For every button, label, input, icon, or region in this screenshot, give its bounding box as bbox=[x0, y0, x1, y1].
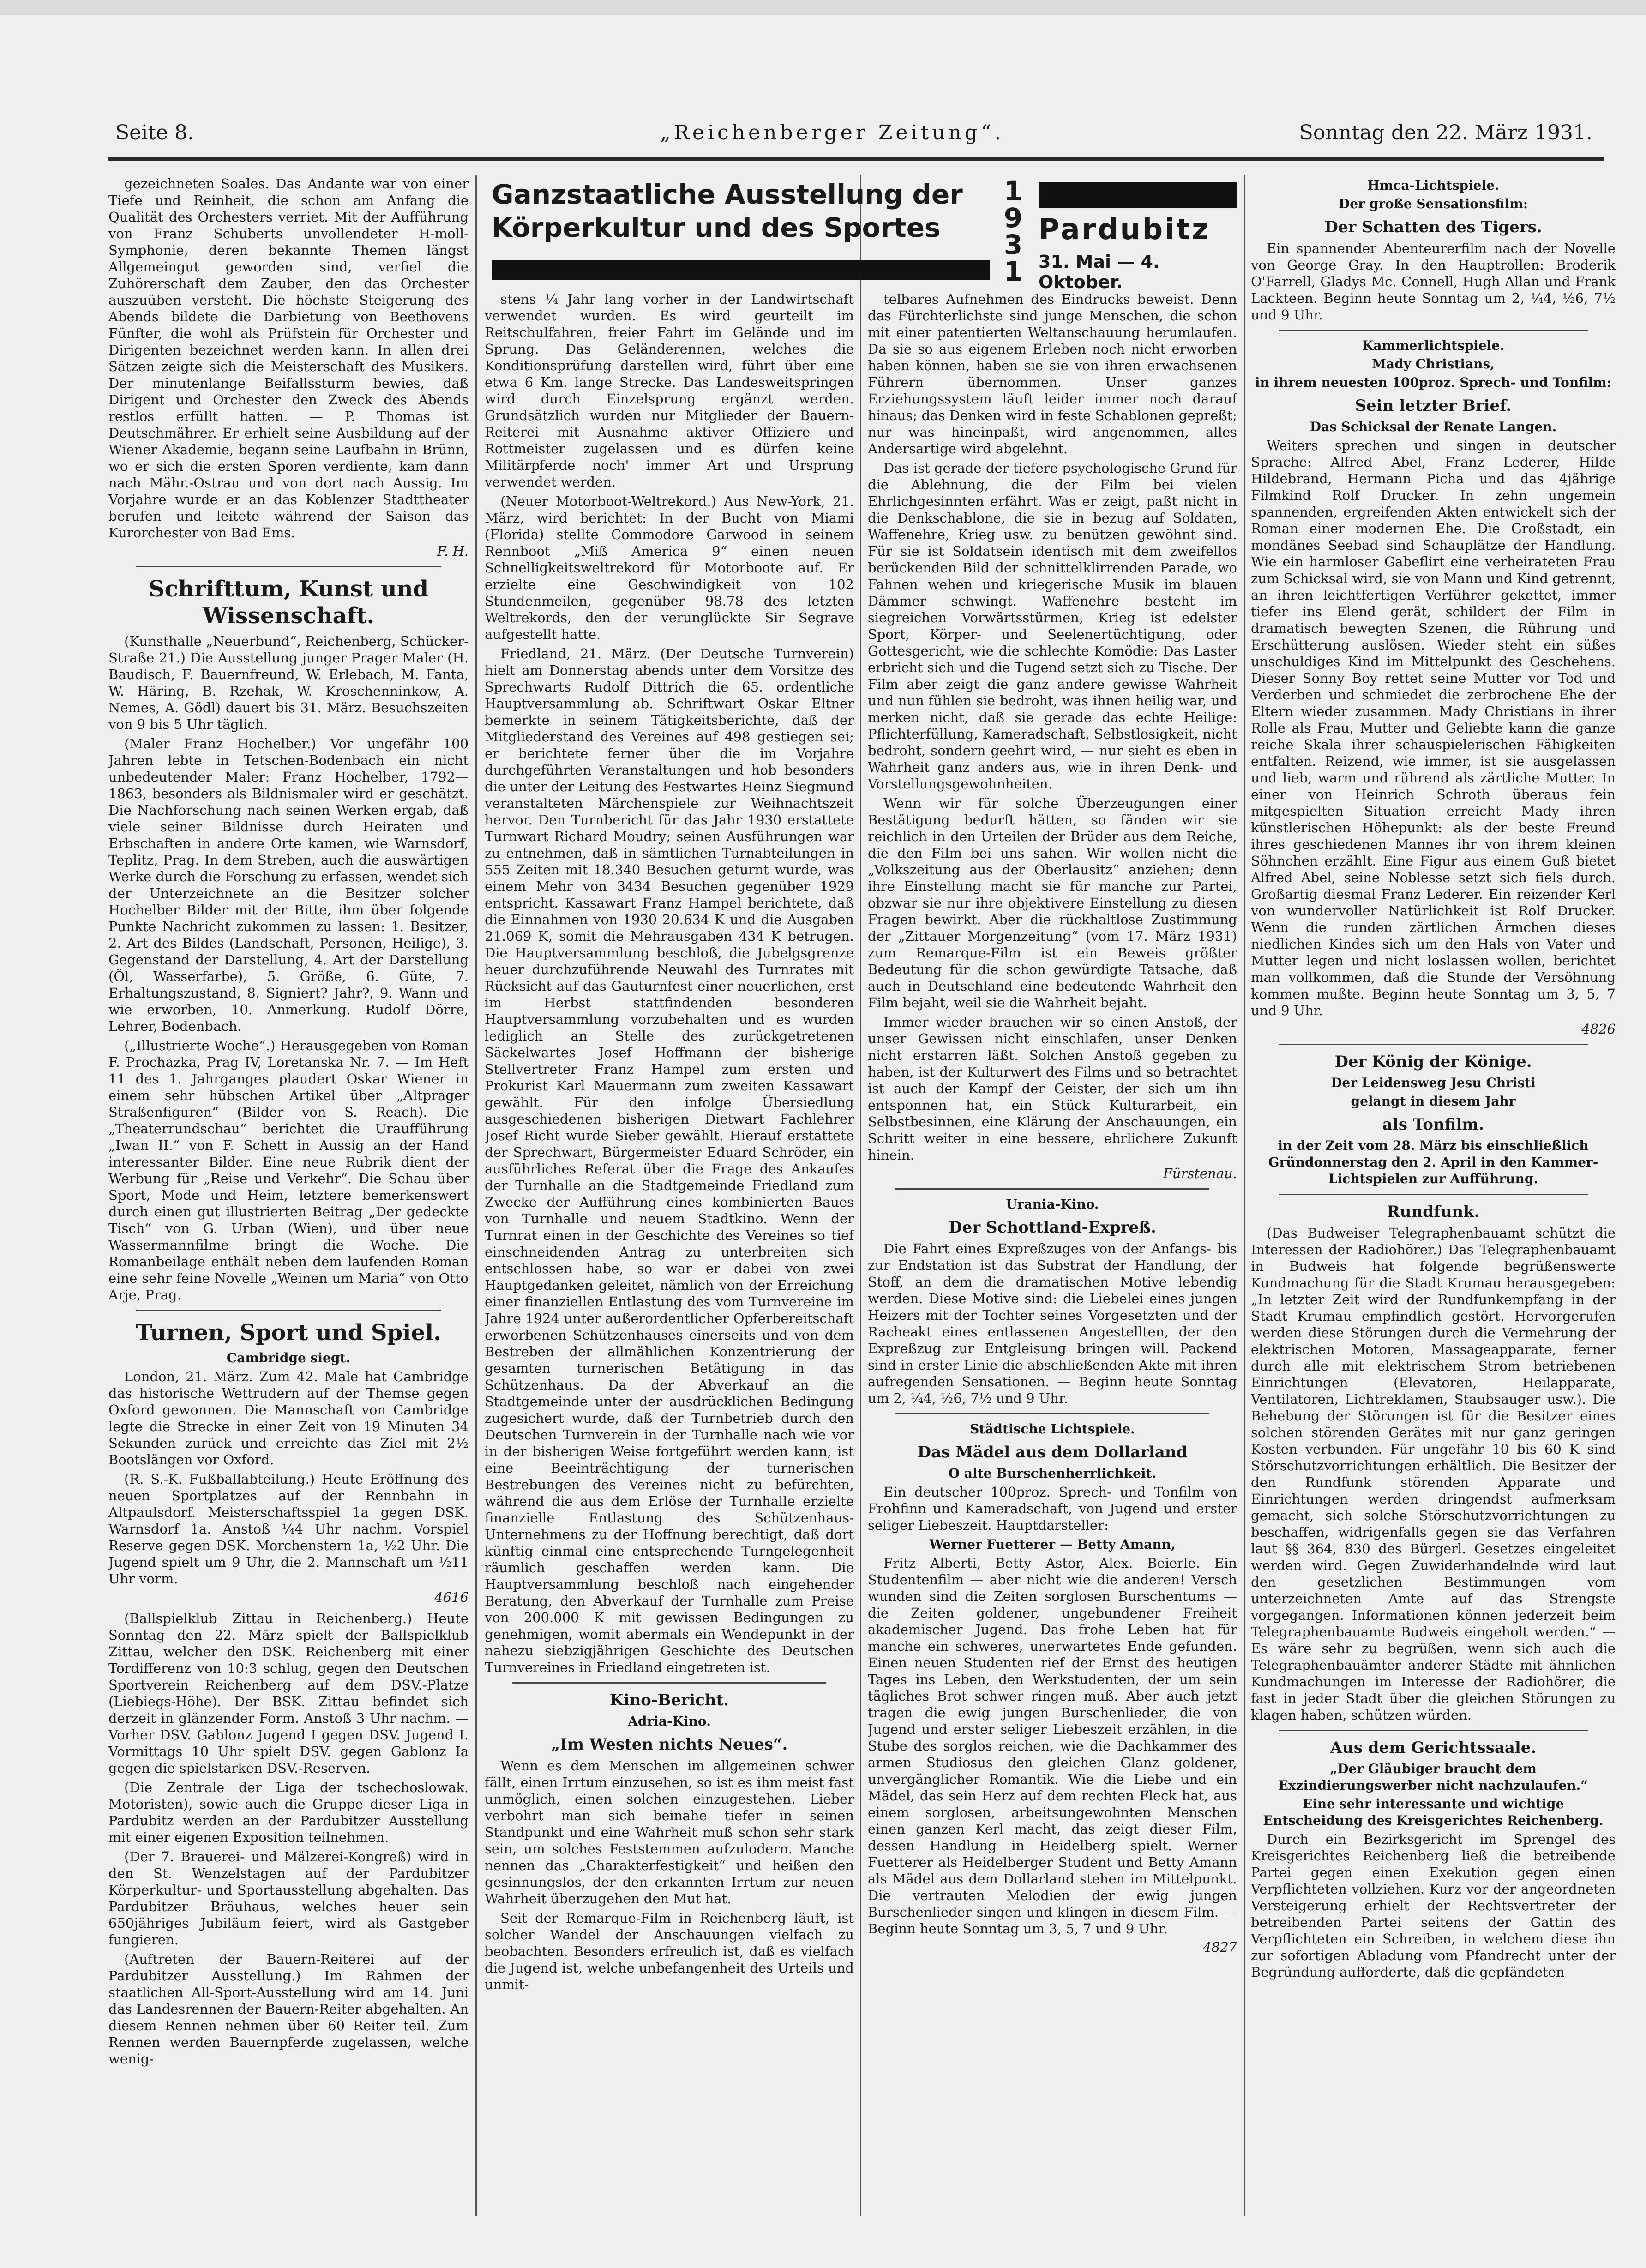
film-tagline: in ihrem neuesten 100proz. Sprech- und Tonfilm: bbox=[1255, 375, 1612, 390]
section-heading: Schrifttum, Kunst und Wissenschaft. bbox=[148, 576, 429, 629]
article-text: Ein spannender Abenteurerfilm nach der Novelle von George Gray. In den Hauptrollen: Broderik O'Farrell, Gladys Mc. Connell, Hugh Allan und Frank Lackteen. Beginn heute Sonntag um 2, ¼4, ½6, 7½ und 9 Uhr. bbox=[1251, 241, 1616, 323]
film-tagline: gelangt in diesem Jahr bbox=[1351, 1094, 1516, 1109]
film-title: „Im Westen nichts Neues“. bbox=[551, 1735, 788, 1754]
reference-number: 4826 bbox=[1581, 1021, 1616, 1037]
concert-review-text: gezeichneten Soales. Das Andante war von einer Tiefe und Reinheit, die schon am Anfang die Qualität des Orchesters verriet. Mit der Aufführung von Franz Schuberts unvollendeter H-moll-Symphonie, deren bekannte Themen längst Allgemeingut geworden sind, verfiel die Zuhörerschaft dem Zauber, den das Orchester auszuüben versteht. Die höchste Steigerung des Abends bildete die Darbietung von Beethovens Fünfter, die wohl als Prüfstein für Orchester und Dirigenten bezeichnet werden kann. In allen drei Sätzen zeigte sich die Meisterschaft des Musikers. Der minutenlange Beifallssturm bewies, daß Dirigent und Orchester den Zweck des Abends restlos erfüllt hatten. — P. Thomas ist Deutschmährer. Er erhielt seine Ausbildung auf der Wiener Akademie, begann seine Laufbahn in Brünn, wo er sich die ersten Sporen verdiente, kam dann nach Mähr.-Ostrau und von dort nach Aussig. Im Vorjahre wurde er an das Koblenzer Stadttheater berufen und leitete während der Saison das Kurorchester von Bad Ems. bbox=[108, 176, 469, 541]
section-divider bbox=[895, 1413, 1209, 1414]
article-text: (Auftreten der Bauern-Reiterei auf der Pardubitzer Ausstellung.) Im Rahmen der staatlichen All-Sport-Ausstellung wird am 14. Juni das Landesrennen der Bauern-Reiter abgehalten. An diesem Rennen nehmen über 60 Reiter teil. Zum Rennen werden Bauernpferde zugelassen, welche wenig- bbox=[108, 1951, 469, 2067]
article-text: (Maler Franz Hochelber.) Vor ungefähr 100 Jahren lebte in Tetschen-Bodenbach ein nicht unbedeutender Maler: Franz Hochelber, 1792—1863, besonders als Bildnismaler wird er geschätzt. Die Nachforschung nach seinen Werken ergab, daß viele seiner Bildnisse durch Heiraten und Erbschaften in andere Orte kamen, wie Warnsdorf, Teplitz, Prag. In dem Streben, auch die auswärtigen Werke durch die Forschung zu erfassen, wendet sich der Unterzeichnete an die Besitzer solcher Hochelber Bilder mit der Bitte, ihm über folgende Punkte Nachricht zukommen zu lassen: 1. Besitzer, 2. Art des Bildes (Landschaft, Personen, Heilige), 3. Gegenstand der Darstellung, 4. Art der Darstellung (Öl, Wasserfarbe), 5. Größe, 6. Güte, 7. Erhaltungszustand, 8. Signiert? Jahr?, 9. Wann und wie erworben, 10. Anmerkung. Rudolf Dörre, Lehrer, Bodenbach. bbox=[108, 736, 469, 1034]
year-digit: 9 bbox=[1003, 202, 1023, 234]
banner-dates: 31. Mai — 4. Oktober. bbox=[1039, 252, 1160, 292]
film-cast: Werner Fuetterer — Betty Amann, bbox=[929, 1537, 1176, 1552]
banner-title: Ganzstaatliche Ausstellung der Körperkultur und des Sportes bbox=[492, 179, 963, 243]
article-text: Seit der Remarque-Film in Reichenberg läuft, ist solcher Wandel der Anschauungen vielfach zu beobachten. Besonders erfreulich ist, daß es vielfach die Jugend ist, welche unbefangenheit des Urteils und unmit- bbox=[485, 1910, 854, 1992]
article-text: (Das Budweiser Telegraphenbauamt schützt die Interessen der Radiohörer.) Das Telegraphenbauamt in Budweis hat folgende begrüßenswerte Kundmachung für die Stadt Krumau herausgegeben: „In letzter Zeit wird der Rundfunkempfang in der Stadt Krumau empfindlich gestört. Hervorgerufen werden diese Störungen durch die Vermehrung der elektrischen Motoren, Massageapparate, ferner durch alle mit elektrischem Strom betriebenen Einrichtungen (Elevatoren, Heilapparate, Ventilatoren, Lichtreklamen, Staubsauger usw.). Die Behebung der Störungen ist für die Besitzer eines solchen störenden Gerätes mit nur ganz geringen Kosten verbunden. Für ungefähr 10 bis 60 K sind Störschutzvorrichtungen erhältlich. Die Besitzer der den Rundfunk störenden Apparate und Einrichtungen werden dringendst aufmerksam gemacht, sich solche Störschutzvorrichtungen zu beschaffen, widrigenfalls gegen sie das Verfahren laut §§ 364, 830 des Bürgerl. Gesetzes eingeleitet werden wird. Gegen Zuwiderhandelnde wird laut den gesetzlichen Bestimmungen vom unterzeichneten Amte auf das Strengste vorgegangen. Informationen können jederzeit beim Telegraphenbauamte Budweis eingeholt werden.“ — Es wäre sehr zu begrüßen, wenn sich auch die Telegraphenbauämter anderer Städte mit ähnlichen Kundmachungen im Interesse der Radiohörer, die fast in jeder Stadt über die gleichen Störungen zu klagen haben, schützen würden. bbox=[1251, 1225, 1616, 1723]
article-text: telbares Aufnehmen des Eindrucks beweist. Denn das Fürchterlichste sind junge Menschen, die schon mit einer patentierten Weltanschauung herumlaufen. Da sie so aus eigenem Erleben noch nicht erworben haben können, haben sie sie von ihren erwachsenen Führern übernommen. Unser ganzes Erziehungssystem läuft leider immer noch darauf hinaus; das Denken wird in feste Schablonen gepreßt; nur was hineinpaßt, wird angenommen, alles Andersartige wird abgelehnt. bbox=[868, 291, 1237, 457]
article-text: (Neuer Motorboot-Weltrekord.) Aus New-York, 21. März, wird berichtet: In der Bucht von Miami (Florida) stellte Commodore Garwood in seinem Rennboot „Miß America 9“ einen neuen Schnelligkeitsweltrekord für Motorboote auf. Er erzielte eine Geschwindigkeit von 102 Stundenmeilen, gegenüber 98.78 des letzten Weltrekords, den der verunglückte Sir Segrave aufgestellt hatte. bbox=[485, 493, 854, 642]
film-title: als Tonfilm. bbox=[1382, 1115, 1484, 1134]
article-subheading: Cambridge siegt. bbox=[226, 1350, 351, 1366]
cinema-name: Kammerlichtspiele. bbox=[1362, 338, 1504, 353]
reference-number: 4827 bbox=[1203, 1939, 1237, 1955]
year-digit: 1 bbox=[1003, 175, 1023, 207]
article-text: Immer wieder brauchen wir so einen Anstoß, der unser Gewissen nicht einschlafen, unser Denken nicht erstarren läßt. Solchen Anstoß gegeben zu haben, ist der Kulturwert des Films und so betrachtet ist auch der Kampf der Geister, der sich um ihn entsponnen hat, ein Stück Kulturarbeit, ein Selbstbesinnen, eine Klärung der Anschauungen, ein Schritt weiter in eine bessere, ehrlichere Zukunft hinein. bbox=[868, 1014, 1237, 1163]
column-4 bbox=[1251, 175, 1616, 2216]
section-heading: Aus dem Gerichtssaale. bbox=[1330, 1739, 1537, 1757]
article-subheading: „Der Gläubiger braucht dem Exzindierungswerber nicht nachzulaufen.“ bbox=[1278, 1761, 1588, 1793]
cinema-name: Adria-Kino. bbox=[628, 1714, 711, 1729]
article-text: (Die Zentrale der Liga der tschechoslowak. Motoristen), sowie auch die Gruppe dieser Liga in Pardubitz werden an der Pardubitzer Ausstellung mit einer eigenen Exposition teilnehmen. bbox=[108, 1780, 469, 1845]
article-text: Wenn es dem Menschen im allgemeinen schwer fällt, einen Irrtum einzusehen, so ist es ihm meist fast unmöglich, einen solchen einzugestehen. Lieber verbohrt man sich beinahe tiefer in seinen Standpunkt und eine Wahrheit muß schon sehr stark sein, um solches Feststemmen aufzulodern. Manche nennen das „Charakterfestigkeit“ und heißen den gesinnungslos, der den erkannten Irrtum zur neuen Wahrheit überzugehen den Mut hat. bbox=[485, 1758, 854, 1907]
article-subheading: Eine sehr interessante und wichtige Entscheidung des Kreisgerichtes Reichenberg. bbox=[1263, 1796, 1604, 1828]
section-heading: Rundfunk. bbox=[1387, 1203, 1480, 1221]
section-divider bbox=[895, 1188, 1209, 1190]
article-text: (Kunsthalle „Neuerbund“, Reichenberg, Schücker-Straße 21.) Die Ausstellung junger Prager Maler (H. Baudisch, F. Bauernfreund, W. Erlebach, M. Fanta, W. Häring, B. Rzehak, W. Kroschenninkow, A. Nemes, A. Gödl) dauert bis 31. März. Besuchszeiten von 9 bis 5 Uhr täglich. bbox=[108, 633, 469, 732]
header-rule bbox=[108, 157, 1604, 161]
column-2 bbox=[485, 175, 854, 2216]
banner-space bbox=[868, 175, 1237, 291]
article-text: (R. S.-K. Fußballabteilung.) Heute Eröffnung des neuen Sportplatzes auf der Rennbahn in Altpaulsdorf. Meisterschaftsspiel 1a gegen DSK. Warnsdorf 1a. Anstoß ¼4 Uhr nachm. Vorspiel Reserve gegen DSK. Morchenstern 1a, ½2 Uhr. Die Jugend spielt um 9 Uhr, die 2. Mannschaft um ½11 Uhr vorm. bbox=[108, 1471, 469, 1587]
article-text: („Illustrierte Woche“.) Herausgegeben von Roman F. Prochazka, Prag IV, Loretanska Nr. 7. — Im Heft 11 des 1. Jahrganges plaudert Oskar Wiener in einem sehr hübschen Artikel über „Altprager Straßenfiguren“ (Bilder von S. Reach). Die „Theaterrundschau“ berichtet die Uraufführung „Iwan II.“ von F. Schett in Aussig an der Hand interessanter Bilder. Eine neue Rubrik dient der Werbung für „Reise und Verkehr“. Die Schau über Sport, Mode und Heim, letztere bemerkenswert durch einen gut illustrierten Beitrag „Der gedeckte Tisch“ von G. Urban (Wien), und über neue Wassermannfilme bringt die Woche. Die Romanbeilage enthält neben dem laufenden Roman eine sehr feine Novelle „Weinen um Maria“ von Otto Arje, Prag. bbox=[108, 1038, 469, 1303]
author-signature: F. H. bbox=[437, 543, 469, 559]
section-divider bbox=[136, 566, 441, 567]
column-divider bbox=[860, 175, 861, 2216]
scan-edge bbox=[0, 0, 1646, 15]
author-signature: Fürstenau. bbox=[1163, 1166, 1237, 1181]
section-divider bbox=[136, 1310, 441, 1311]
film-title: Der Schatten des Tigers. bbox=[1324, 218, 1542, 236]
cinema-name: Städtische Lichtspiele. bbox=[970, 1421, 1135, 1437]
film-subtitle: Der Leidensweg Jesu Christi bbox=[1331, 1075, 1536, 1090]
article-text: Ein deutscher 100proz. Sprech- und Tonfilm von Frohfinn und Kameradschaft, von Jugend und erster seliger Liebeszeit. Hauptdarsteller: bbox=[868, 1484, 1237, 1533]
column-3 bbox=[868, 175, 1237, 2216]
column-1 bbox=[108, 175, 469, 2216]
film-subtitle: Das Schicksal der Renate Langen. bbox=[1310, 419, 1557, 434]
film-title: Der König der Könige. bbox=[1334, 1053, 1532, 1071]
article-text: Friedland, 21. März. (Der Deutsche Turnverein) hielt am Donnerstag abends unter dem Vorsitze des Sprechwarts Rudolf Dittrich die 65. ordentliche Hauptversammlung ab. Schriftwart Oskar Eltner bemerkte in seinem Tätigkeitsberichte, daß der Mitgliederstand des Vereines auf 498 gestiegen sei; er berichtete ferner über die im Vorjahre durchgeführten Veranstaltungen und hob besonders die unter der Leitung des Festwartes Heinz Siegmund veranstalteten Märchenspiele zur Weihnachtszeit hervor. Den Turnbericht für das Jahr 1930 erstattete Turnwart Richard Moudry; seinen Ausführungen war zu entnehmen, daß in sämtlichen Turnabteilungen in 555 Zeiten mit 18.340 Besuchen geturnt wurde, was einem Mehr von 3434 Besuchen gegenüber 1929 entspricht. Kassawart Franz Hampel berichtete, daß die Einnahmen von 1930 20.634 K und die Ausgaben 21.069 K, somit die Mehrausgaben 434 K betrugen. Die Hauptversammlung beschloß, die Jubelgsgrenze heuer durchzuführende Neuwahl des Turnrates mit Rücksicht auf das Gauturnfest einer neuerlichen, erst im Herbst stattfindenden besonderen Hauptversammlung vorzubehalten und es wurden lediglich an Stelle des zurückgetretenen Säckelwartes Josef Hoffmann der bisherige Stellvertreter Franz Hampel zum ersten und Prokurist Karl Mauermann zum zweiten Kassawart gewählt. Für den infolge Übersiedlung ausgeschiedenen bisherigen Dietwart Fachlehrer Josef Richt wurde Sieber gewählt. Hierauf erstattete der Sprechwart, Bürgermeister Eduard Schröder, ein ausführliches Referat über die Frage des Ankaufes der Turnhalle an die Stadtgemeinde Friedland zum Zwecke der Aufführung eines kombinierten Baues von Turnhalle und neuem Stadtkino. Wenn der Turnrat einen in der Geschichte des Vereines so tief einschneidenden Antrag zu unterbreiten sich entschlossen habe, so war er dabei von zwei Hauptgedanken geleitet, nämlich von der Erreichung einer finanziellen Entlastung des vom Turnvereine im Jahre 1924 unter außerordentlicher Opferbereitschaft erworbenen Schützenhauses einerseits und von dem Bestreben der allmählichen Konzentrierung der gesamten turnerischen Betätigung in das Schützenhaus. Da der Abverkauf an die Stadtgemeinde unter der ausdrücklichen Bedingung zugesichert wurde, daß der Turnbetrieb durch den Deutschen Turnverein in der Turnhalle nach wie vor in der bisherigen Weise fortgeführt werden kann, ist eine Beeinträchtigung der turnerischen Bestrebungen des Vereines nicht zu befürchten, während die aus dem Erlöse der Turnhalle erzielte finanzielle Entlastung des Schützenhaus-Unternehmens zu der Hoffnung berechtigt, daß dort künftig einmal eine entsprechende Turngelegenheit räumlich geschaffen werden kann. Die Hauptversammlung beschloß nach eingehender Beratung, den Abverkauf der Turnhalle zum Preise von 200.000 K mit gewissen Bedingungen zu genehmigen, womit abermals ein Wendepunkt in der nahezu siebzigjährigen Geschichte des Deutschen Turnvereines in Friedland eingetreten ist. bbox=[485, 646, 854, 1675]
section-heading: Kino-Bericht. bbox=[609, 1691, 729, 1709]
reference-number: 4616 bbox=[434, 1589, 469, 1605]
article-text: London, 21. März. Zum 42. Male hat Cambridge das historische Wettrudern auf der Themse gegen Oxford gewonnen. Die Mannschaft von Cambridge legte die Strecke in einer Zeit von 19 Minuten 34 Sekunden zurück und erreichte das Ziel mit 2½ Bootslängen vor Oxford. bbox=[108, 1369, 469, 1468]
article-text: Die Fahrt eines Expreßzuges von der Anfangs- bis zur Endstation ist das Substrat der Handlung, der Stoff, an dem die dramatischen Motive lebendig werden. Diese Motive sind: die Liebelei eines jungen Heizers mit der Tochter seines Vorgesetzten und der Racheakt eines entlassenen Angestellten, der den Expreßzug zur Entgleisung bringen will. Packend sind in erster Linie die abschließenden Akte mit ihren aufregenden Sensationen. — Beginn heute Sonntag um 2, ¼4, ½6, 7½ und 9 Uhr. bbox=[868, 1241, 1237, 1406]
article-text: Durch ein Bezirksgericht im Sprengel des Kreisgerichtes Reichenberg ließ die betreibende Partei gegen einen Exekution gegen einen Verpflichteten vollziehen. Kurz vor der angeordneten Versteigerung erhielt der Rechtsvertreter der betreibenden Partei seitens der Gattin des Verpflichteten ein Schreiben, in welchem diese ihn zur sofortigen Abladung vom Pfandrecht unter der Begründung aufforderte, daß die gepfändeten bbox=[1251, 1831, 1616, 1980]
article-text: Weiters sprechen und singen in deutscher Sprache: Alfred Abel, Franz Lederer, Hilde Hildebrand, Hermann Picha und das 4jährige Filmkind Rolf Drucker. In zehn ungemein spannenden, ergreifenden Akten entwickelt sich der Roman einer modernen Ehe. Die Großstadt, ein mondänes Seebad sind Schauplätze der Handlung. Wie ein harmloser Gabeflirt eine verheirateten Frau zum Schicksal wird, sie von Mann und Kind getrennt, an ihren leichtfertigen Verführer gekettet, immer tiefer ins Elend gerät, schildert der Film in dramatisch bewegten Szenen, die Rührung und Erschütterung auslösen. Wieder steht ein süßes unschuldiges Kind im Mittelpunkt des Geschehens. Dieser Sonny Boy rettet seine Mutter vor Tod und Verderben und schmiedet die zerbrochene Ehe der Eltern wieder zusammen. Mady Christians in ihrer Rolle als Frau, Mutter und Geliebte kann die ganze reiche Skala ihrer schauspielerischen Fähigkeiten entfalten. Reizend, wie immer, ist sie ausgelassen und lieb, warm und rührend als zärtliche Mutter. In einer von Heinrich Schroth überaus fein mitgespielten Situation erreicht Mady ihren künstlerischen Höhepunkt: als der beste Freund ihres geschiedenen Mannes ihr von ihrem kleinen Söhnchen erzählt. Eine Figur aus einem Guß bietet Alfred Abel, seine Noblesse setzt sich fiels durch. Großartig diesmal Franz Lederer. Ein reizender Kerl von wundervoller Natürlichkeit ist Rolf Drucker. Wenn die runden zärtlichen Ärmchen dieses niedlichen Kindes sich um den Hals von Vater und Mutter legen und nicht loslassen wollen, berichtet man vollkommen, daß die Stunde der Versöhnung kommen mußte. Beginn heute Sonntag um 3, 5, 7 und 9 Uhr. bbox=[1251, 438, 1616, 1018]
year-digit: 3 bbox=[1003, 229, 1023, 260]
section-divider bbox=[1279, 1194, 1588, 1195]
banner-city: Pardubitz bbox=[1039, 212, 1211, 246]
article-text: Fritz Alberti, Betty Astor, Alex. Beierle. Ein Studentenfilm — aber nicht wie die anderen! Versch wunden sind die Zeiten sorglosen Burschentums — die Zeiten goldener, ungebundener Freiheit akademischer Jugend. Das frohe Leben hat für manche ein schweres, unerwartetes Ende gefunden. Einen neuen Studenten rief der Ernst des heutigen Tages ins Leben, den Werkstudenten, der um sein tägliches Brot schwer ringen muß. Aber auch jetzt tragen die ewig jungen Burschenlieder, die von Jugend und erster seliger Liebeszeit erzählen, in die Stube des sorglos reichen, wie die Dachkammer des armen Studiosus den gleichen Glanz goldener, unvergänglicher Romantik. Wie die Liebe und ein Mädel, das sein Herz auf dem rechten Fleck hat, aus einem sorglosen, arbeitsungewohnten Menschen einen ganzen Kerl macht, das zeigt dieser Film, dessen Handlung in Heidelberg spielt. Werner Fuetterer als Heidelberger Student und Betty Amann als Mädel aus dem Dollarland stehen im Mittelpunkt. Die vertrauten Melodien der ewig jungen Burschenlieder singen und klingen in diesem Film. — Beginn heute Sonntag um 3, 5, 7 und 9 Uhr. bbox=[868, 1555, 1237, 1937]
banner-space bbox=[485, 175, 854, 291]
cinema-name: Hmca-Lichtspiele. bbox=[1367, 178, 1499, 193]
article-text: Das ist gerade der tiefere psychologische Grund für die Ablehnung, die der Film bei vielen Ehrlichgesinnten erfährt. Was er zeigt, paßt nicht in die Denkschablone, die sie in bezug auf Soldaten, Waffenehre, Krieg usw. zu benützen gewöhnt sind. Für sie ist Soldatsein identisch mit dem zweifellos berückenden Bild der schnittelklirrenden Parade, wo Fahnen wehen und kriegerische Musik im blauen Dämmer schwingt. Waffenehre besteht im siegreichen Vorwärtsstürmen, Krieg ist edelster Sport, Körper- und Seelenertüchtigung, oder Gottesgericht, wie die schlechte Komödie: Das Laster erbricht sich und die Tugend setzt sich zu Tische. Der Film aber zeigt die ganz andere gewisse Wahrheit und nun fühlen sie bedroht, was ihnen heilig war, und merken nicht, daß sie gerade das echte Heilige: Pflichterfüllung, Kameradschaft, Selbstlosigkeit, nicht bedroht, sondern geehrt wird, — nur sieht es eben in Wahrheit ganz anders aus, wie in ihren Denk- und Vorstellungsgewohnheiten. bbox=[868, 460, 1237, 792]
section-divider bbox=[1279, 330, 1588, 331]
cinema-name: Urania-Kino. bbox=[1006, 1197, 1099, 1212]
film-title: Sein letzter Brief. bbox=[1355, 397, 1512, 415]
article-text: (Ballspielklub Zittau in Reichenberg.) Heute Sonntag den 22. März spielt der Ballspielklub Zittau, welcher den DSK. Reichenberg mit einer Tordifferenz von 10:3 schlug, gegen den Deutschen Sportverein Reichenberg auf dem DSV.-Platze (Liebiegs-Höhe). Der BSK. Zittau befindet sich derzeit in glänzender Form. Anstoß 3 Uhr nachm. — Vorher DSV. Gablonz Jugend I gegen DSV. Jugend I. Vormittags 10 Uhr spielt DSV. gegen Gablonz Ia gegen die spielstarken DSV.-Reserven. bbox=[108, 1611, 469, 1776]
page-header bbox=[115, 121, 1592, 149]
column-divider bbox=[475, 175, 477, 2216]
film-title: Das Mädel aus dem Dollarland bbox=[917, 1443, 1188, 1462]
page-number: Seite 8. bbox=[115, 121, 194, 144]
newspaper-title: „Reichenberger Zeitung“. bbox=[660, 121, 1004, 144]
film-tagline: Der große Sensationsfilm: bbox=[1338, 196, 1528, 211]
article-text: Wenn wir für solche Überzeugungen einer Bestätigung bedurft hätten, so fänden wir sie reichlich in den Urteilen der Brüder aus dem Reiche, die den Film bei uns sahen. Wir wollen nicht die „Volkszeitung aus der Oberlausitz“ anziehen; denn ihre Einstellung macht sie für manche zur Partei, obzwar sie nur ihre objektivere Einstellung zu diesen Fragen bewirkt. Aber die rückhaltlose Zustimmung der „Zittauer Morgenzeitung“ (vom 17. März 1931) zum Remarque-Film ist ein Beweis größter Bedeutung für die schon gewürdigte Tatsache, daß auch in Deutschland eine bedeutende Wahrheit den Film bejaht, weil sie die Wahrheit bejaht. bbox=[868, 795, 1237, 1011]
issue-date: Sonntag den 22. März 1931. bbox=[1299, 121, 1592, 144]
article-text: (Der 7. Brauerei- und Mälzerei-Kongreß) wird in den St. Wenzelstagen auf der Pardubitzer Körperkultur- und Sportausstellung abgehalten. Das Pardubitzer Bräuhaus, welches heuer sein 650jähriges Jubiläum feiert, wird als Gastgeber fungieren. bbox=[108, 1849, 469, 1948]
film-title: Der Schottland-Expreß. bbox=[949, 1218, 1156, 1237]
screening-dates: in der Zeit vom 28. März bis einschließlich Gründonnerstag den 2. April in den Kammer-Lichtspielen zur Aufführung. bbox=[1268, 1138, 1598, 1186]
section-divider bbox=[512, 1682, 826, 1684]
article-text: stens ¼ Jahr lang vorher in der Landwirtschaft verwendet wurden. Es wird geurteilt im Reitschulfahren, freier Fahrt im Gelände und im Sprung. Das Geländerennen, welches die Konditionsprüfung darstellen wird, führt über eine etwa 6 Km. lange Strecke. Das Landesweitspringen wird durch Einzelsprung ergänzt werden. Grundsätzlich wurden nur Mitglieder der Bauern-Reiterei mit Ausnahme aktiver Offiziere und Rottmeister zugelassen und es dürfen keine Militärpferde noch' immer Art und Ursprung verwendet werden. bbox=[485, 291, 854, 490]
section-divider bbox=[1279, 1044, 1588, 1045]
film-subtitle: O alte Burschenherrlichkeit. bbox=[948, 1466, 1157, 1481]
year-digit: 1 bbox=[1003, 256, 1023, 287]
film-star: Mady Christians, bbox=[1371, 356, 1495, 372]
section-heading: Turnen, Sport und Spiel. bbox=[136, 1320, 441, 1346]
section-divider bbox=[1279, 1730, 1588, 1731]
column-divider bbox=[1244, 175, 1245, 2216]
